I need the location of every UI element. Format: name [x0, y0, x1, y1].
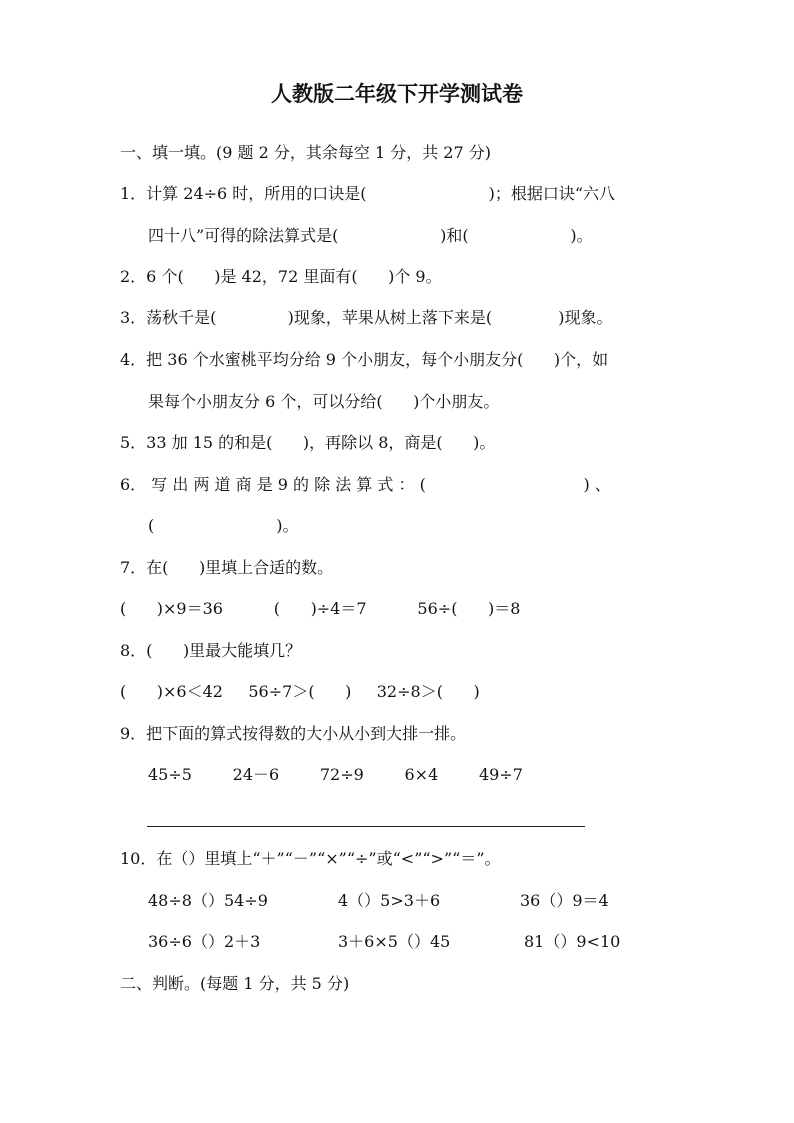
question-4-line-2: 果每个小朋友分 6 个，可以分给( )个小朋友。 — [148, 392, 500, 411]
question-10-row-1-item-2: 4（）5>3＋6 — [338, 891, 441, 910]
question-5: 5．33 加 15 的和是( )，再除以 8，商是( )。 — [120, 433, 496, 452]
question-10: 10．在（）里填上“＋”“－”“×”“÷”或“<”“>”“＝”。 — [120, 849, 501, 868]
page-title: 人教版二年级下开学测试卷 — [271, 81, 523, 106]
question-10-row-2-item-3: 81（）9<10 — [524, 932, 621, 951]
question-4-line-1: 4．把 36 个水蜜桃平均分给 9 个小朋友，每个小朋友分( )个，如 — [120, 350, 609, 369]
question-9: 9．把下面的算式按得数的大小从小到大排一排。 — [120, 724, 467, 743]
section1-header: 一、填一填。(9 题 2 分，其余每空 1 分，共 27 分) — [120, 143, 491, 162]
section2-header: 二、判断。(每题 1 分，共 5 分) — [120, 974, 350, 993]
question-8-items: ( )×6＜42 56÷7＞( ) 32÷8＞( ) — [120, 682, 480, 701]
question-1-line-2: 四十八”可得的除法算式是( )和( )。 — [148, 226, 593, 245]
question-2: 2．6 个( )是 42，72 里面有( )个 9。 — [120, 267, 442, 286]
question-10-row-1-item-1: 48÷8（）54÷9 — [148, 891, 268, 910]
question-10-row-2-item-2: 3＋6×5（）45 — [338, 932, 451, 951]
answer-line — [147, 826, 585, 827]
question-10-row-1-item-3: 36（）9＝4 — [520, 891, 609, 910]
question-7-items: ( )×9＝36 ( )÷4＝7 56÷( )＝8 — [120, 599, 521, 618]
question-6-line-2: ( )。 — [148, 516, 299, 535]
question-10-row-2-item-1: 36÷6（）2＋3 — [148, 932, 261, 951]
question-6-line-1: 6． 写 出 两 道 商 是 9 的 除 法 算 式 ： ( ) 、 — [120, 475, 611, 494]
question-9-items: 45÷5 24－6 72÷9 6×4 49÷7 — [148, 765, 523, 784]
question-3: 3．荡秋千是( )现象，苹果从树上落下来是( )现象。 — [120, 308, 613, 327]
question-7: 7．在( )里填上合适的数。 — [120, 558, 334, 577]
question-8: 8．( )里最大能填几？ — [120, 641, 302, 660]
question-1-line-1: 1．计算 24÷6 时，所用的口诀是( )；根据口诀“六八 — [120, 184, 616, 203]
